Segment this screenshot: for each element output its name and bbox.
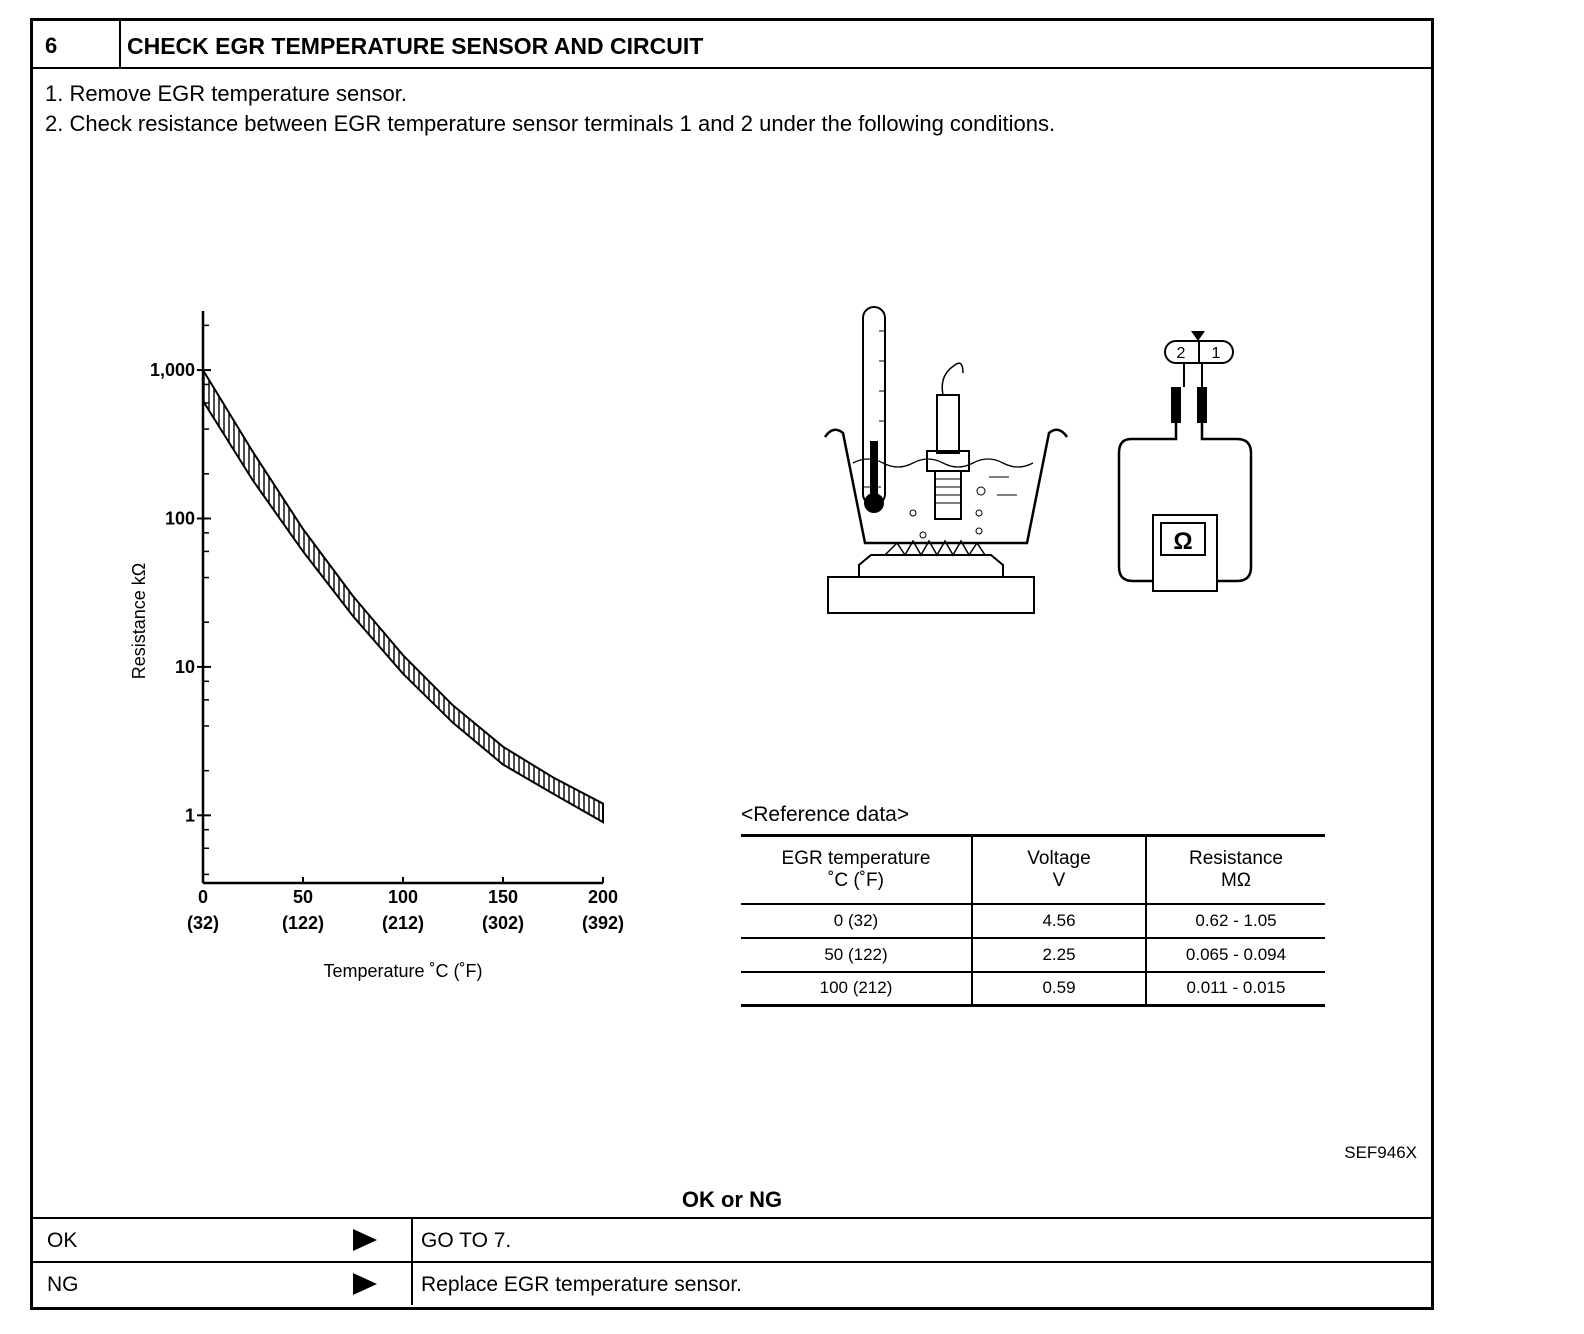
test-setup-illustration — [813, 291, 1263, 631]
result-label: NG — [47, 1273, 79, 1296]
y-tick-label: 1 — [184, 805, 195, 826]
y-tick-label: 100 — [164, 508, 195, 529]
reference-table — [741, 834, 1325, 1007]
header-voltage: Voltage V — [972, 836, 1146, 904]
heating-plate — [828, 541, 1034, 613]
cell-voltage: 2.25 — [972, 938, 1146, 972]
x-tick-label-f: (122) — [281, 913, 325, 933]
resistance-band — [203, 370, 603, 822]
reference-caption: <Reference data> — [741, 803, 910, 826]
cell-voltage: 0.59 — [972, 972, 1146, 1006]
table-row — [741, 938, 1325, 972]
step-number: 6 — [33, 21, 121, 67]
x-tick-label-f: (392) — [581, 913, 625, 933]
result-label: OK — [47, 1229, 78, 1252]
result-action: GO TO 7. — [421, 1229, 512, 1252]
header-temperature: EGR temperature ˚C (˚F) — [741, 836, 972, 904]
cell-temp: 50 (122) — [741, 938, 972, 972]
table-row — [741, 904, 1325, 938]
result-row-ok — [33, 1217, 1431, 1261]
instruction-2: 2. Check resistance between EGR temperature sensor terminals 1 and 2 under the following conditions. — [45, 111, 1056, 136]
cell-temp: 0 (32) — [741, 904, 972, 938]
header-resistance: Resistance MΩ — [1146, 836, 1325, 904]
cell-resistance: 0.065 - 0.094 — [1146, 938, 1325, 972]
cell-temp: 100 (212) — [741, 972, 972, 1006]
arrow-right-icon — [353, 1229, 377, 1251]
y-tick-label: 1,000 — [149, 360, 195, 381]
table-header-row — [741, 836, 1325, 904]
table-row — [741, 972, 1325, 1006]
terminal-2-label: 2 — [1176, 345, 1186, 362]
egr-sensor-icon — [927, 363, 969, 519]
cell-resistance: 0.62 - 1.05 — [1146, 904, 1325, 938]
omega-icon: Ω — [1173, 528, 1193, 555]
instruction-1: 1. Remove EGR temperature sensor. — [45, 81, 407, 106]
ohmmeter-icon — [1119, 331, 1251, 591]
resistance-chart — [123, 301, 663, 1001]
result-row-ng — [33, 1261, 1431, 1305]
step-header — [33, 21, 1431, 69]
column-divider — [411, 1219, 413, 1261]
instruction-list — [45, 79, 1055, 139]
cell-voltage: 4.56 — [972, 904, 1146, 938]
x-tick-label-f: (212) — [381, 913, 425, 933]
cell-resistance: 0.011 - 0.015 — [1146, 972, 1325, 1006]
procedure-frame — [30, 18, 1434, 1310]
x-tick-label: 150 — [487, 887, 519, 907]
figure-code: SEF946X — [1344, 1143, 1417, 1162]
column-divider — [411, 1263, 413, 1305]
result-heading: OK or NG — [681, 1187, 783, 1212]
result-action: Replace EGR temperature sensor. — [421, 1273, 742, 1296]
terminal-1-label: 1 — [1211, 345, 1221, 362]
y-axis-label: Resistance kΩ — [129, 562, 149, 680]
x-tick-label-f: (302) — [481, 913, 525, 933]
thermometer-icon — [863, 307, 885, 513]
x-tick-label: 100 — [387, 887, 419, 907]
step-title: CHECK EGR TEMPERATURE SENSOR AND CIRCUIT — [127, 33, 704, 59]
y-tick-label: 10 — [174, 656, 195, 677]
x-axis-label: Temperature ˚C (˚F) — [323, 961, 483, 981]
x-tick-label: 0 — [197, 887, 209, 907]
x-tick-label-f: (32) — [186, 913, 220, 933]
water-bath-container — [825, 430, 1067, 543]
arrow-right-icon — [353, 1273, 377, 1295]
x-tick-label: 200 — [587, 887, 619, 907]
x-tick-label: 50 — [292, 887, 314, 907]
